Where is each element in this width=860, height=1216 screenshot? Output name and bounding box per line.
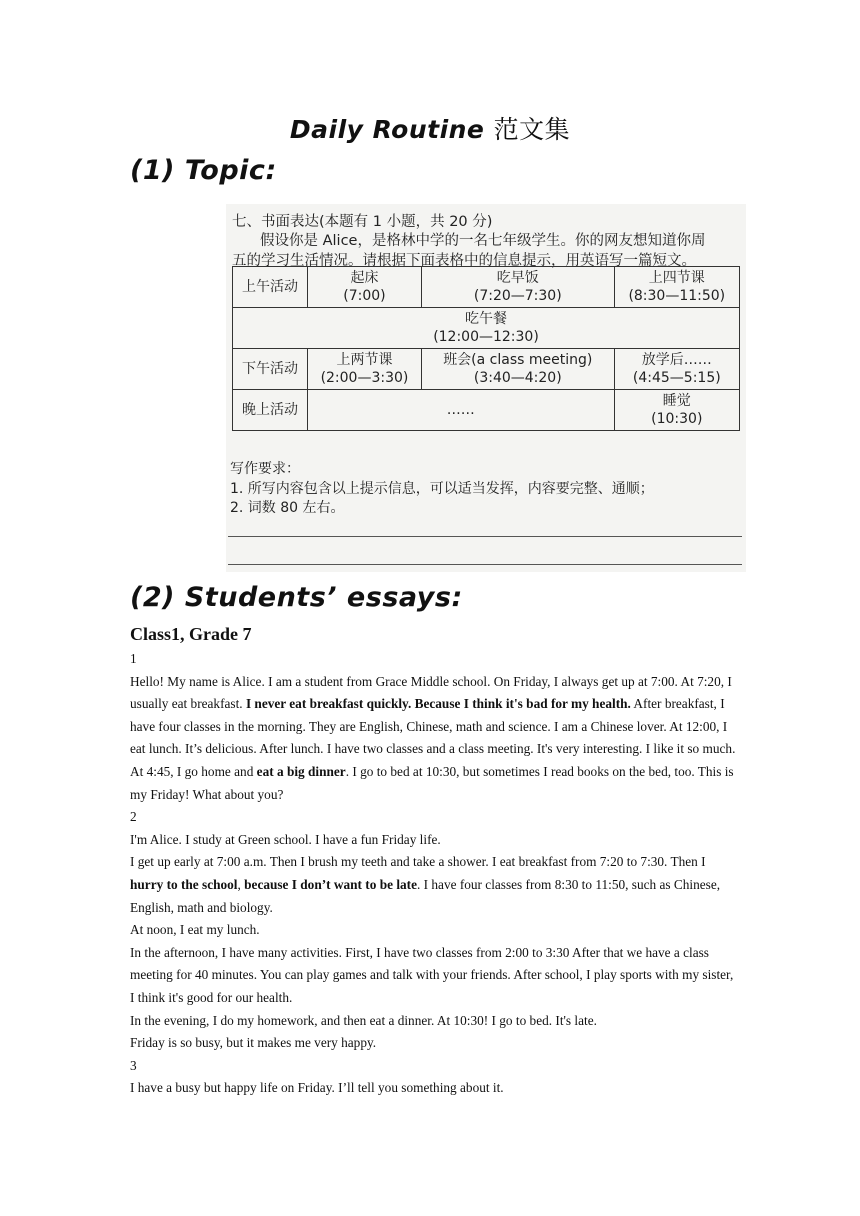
sleep-cell — [614, 390, 739, 431]
essay-2-text: , — [237, 876, 245, 892]
lunch-time: (12:00—12:30) — [433, 329, 539, 345]
essay-2-paragraph: I'm Alice. I study at Green school. I have a fun Friday life. — [130, 831, 441, 847]
essay-2-text: I get up early at 7:00 a.m. Then I brush my teeth and take a shower. I eat breakfast from 7:20 to 7:30. Then I — [130, 854, 706, 870]
morning-label: 上午活动 — [233, 267, 308, 308]
essays-heading: (2) Students’ essays: — [130, 582, 463, 613]
breakfast-name: 吃早饭 — [496, 270, 539, 286]
answer-line — [228, 536, 742, 537]
essay-1-text: . I go to bed at 10:30, but sometimes I read books on the bed, too. This is my Friday! What about you? — [130, 763, 734, 802]
essay-2-paragraph: In the afternoon, I have many activities. First, I have two classes from 2:00 to 3:30 After that we have a class meeting for 40 minutes. You can play games and talk with your friends. After school, I play sports with my sister, I think it's good for our health. — [130, 944, 734, 1005]
two-classes-time: (2:00—3:30) — [320, 370, 409, 386]
essay-number: 2 — [130, 809, 137, 825]
meeting-name: 班会(a class meeting) — [443, 352, 593, 368]
topic-line-1: 七、书面表达(本题有 1 小题，共 20 分) — [232, 214, 493, 230]
breakfast-time: (7:20—7:30) — [473, 288, 562, 304]
page-title — [0, 110, 860, 146]
topic-line-3: 五的学习生活情况。请根据下面表格中的信息提示，用英语写一篇短文。 — [232, 253, 696, 269]
class-heading: Class1, Grade 7 — [130, 624, 252, 644]
table-row — [233, 267, 740, 308]
after-school-time: (4:45—5:15) — [632, 370, 721, 386]
two-classes-name: 上两节课 — [336, 352, 393, 368]
essay-2-paragraph: At noon, I eat my lunch. — [130, 922, 260, 938]
essay-2-text: . I have four classes from 8:30 to 11:50, such as Chinese, English, math and biology. — [130, 876, 721, 915]
meeting-cell — [421, 349, 614, 390]
schedule-table — [232, 266, 740, 431]
essay-2-bold: hurry to the school — [130, 876, 238, 892]
four-classes-time: (8:30—11:50) — [628, 288, 726, 304]
topic-line-2: 假设你是 Alice，是格林中学的一名七年级学生。你的网友想知道你周 — [260, 233, 706, 249]
requirement-1: 1. 所写内容包含以上提示信息，可以适当发挥，内容要完整、通顺； — [230, 481, 654, 497]
four-classes-name: 上四节课 — [648, 270, 705, 286]
answer-line — [228, 564, 742, 565]
table-row — [233, 308, 740, 349]
topic-heading: (1) Topic: — [130, 155, 277, 186]
essay-1-text: After breakfast, I have four classes in the morning. They are English, Chinese, math and science. I am a Chinese lover. At 12:00, I eat lunch. It’s delicious. After lunch. I have two classes and a class meeting. It's very interesting. I like it so much. At 4:45, I go home and — [130, 696, 736, 779]
two-classes-cell — [308, 349, 422, 390]
table-row — [233, 390, 740, 431]
requirements-title: 写作要求： — [230, 461, 300, 477]
sleep-time: (10:30) — [651, 411, 703, 427]
meeting-time: (3:40—4:20) — [473, 370, 562, 386]
essay-1-text: Hello! My name is Alice. I am a student from Grace Middle school. On Friday, I always get up at 7:00. At 7:20, I usually eat breakfast. — [130, 673, 732, 712]
sleep-name: 睡觉 — [662, 393, 691, 409]
evening-label: 晚上活动 — [233, 390, 308, 431]
four-classes-cell — [614, 267, 739, 308]
essay-2-paragraph: In the evening, I do my homework, and then eat a dinner. At 10:30! I go to bed. It's late. — [130, 1012, 597, 1028]
table-row — [233, 349, 740, 390]
essays-body — [130, 648, 740, 1100]
essay-number: 3 — [130, 1057, 137, 1073]
essay-1-bold: I never eat breakfast quickly. Because I think it's bad for my health. — [245, 696, 631, 712]
after-school-name: 放学后…… — [641, 352, 712, 368]
essay-1-bold: eat a big dinner — [256, 763, 346, 779]
title-en: Daily Routine — [289, 115, 485, 144]
breakfast-cell — [421, 267, 614, 308]
wake-name: 起床 — [350, 270, 379, 286]
lunch-name: 吃午餐 — [465, 311, 507, 327]
essay-2-bold: because I don’t want to be late — [244, 876, 417, 892]
essay-2-paragraph — [130, 851, 740, 919]
after-school-cell — [614, 349, 739, 390]
lunch-cell — [233, 308, 740, 349]
wake-cell — [308, 267, 422, 308]
wake-time: (7:00) — [343, 288, 386, 304]
essay-3-paragraph: I have a busy but happy life on Friday. I’ll tell you something about it. — [130, 1080, 504, 1096]
title-cn: 范文集 — [493, 115, 571, 144]
topic-scan — [226, 204, 746, 572]
essay-1-paragraph — [130, 671, 740, 807]
requirement-2: 2. 词数 80 左右。 — [230, 500, 345, 516]
essay-number: 1 — [130, 651, 137, 666]
essay-2-paragraph: Friday is so busy, but it makes me very happy. — [130, 1035, 377, 1051]
evening-dots: …… — [308, 390, 615, 431]
afternoon-label: 下午活动 — [233, 349, 308, 390]
